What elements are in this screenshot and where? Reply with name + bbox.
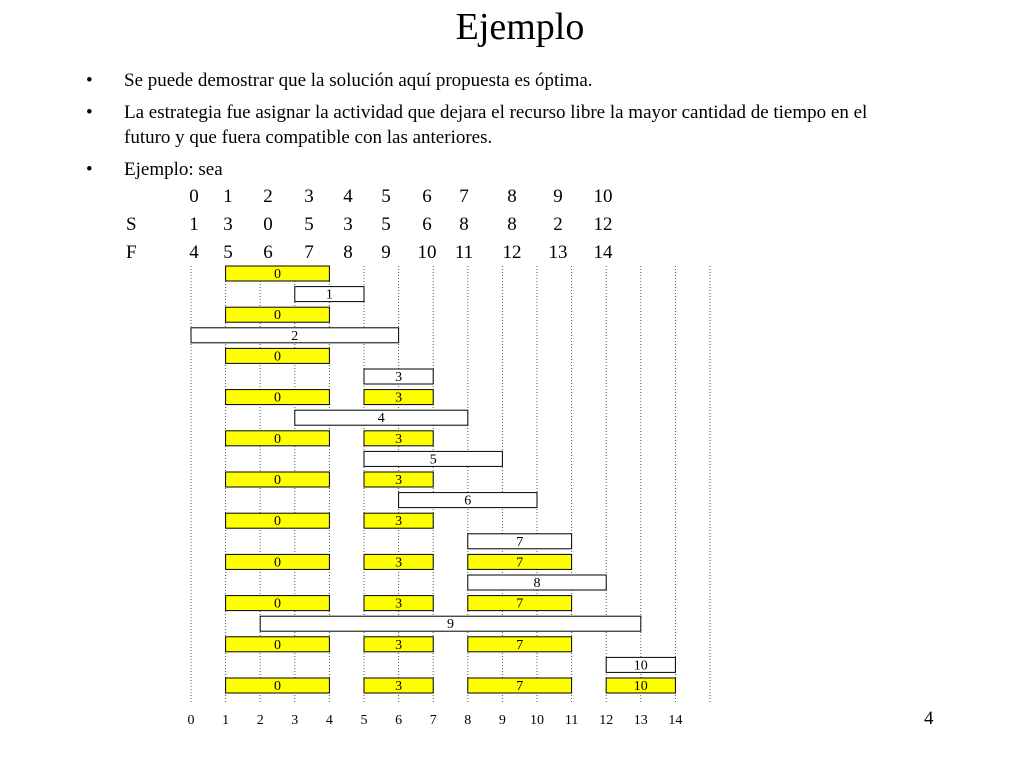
activity-label: 3 (395, 555, 403, 571)
axis-tick-label: 12 (599, 713, 614, 728)
slide-title: Ejemplo (455, 6, 585, 48)
bullet-text: La estrategia fue asignar la actividad que dejara el recurso libre la mayor cantidad de tiempo en el futuro y que fuera compatible con las anteriores. (124, 102, 868, 148)
activity-label: 6 (464, 493, 472, 509)
activity-label: 0 (274, 308, 281, 324)
table-row-label: F (126, 242, 137, 263)
activity-label: 0 (274, 349, 281, 365)
bullet-dot: • (86, 159, 93, 180)
activity-label: 0 (274, 555, 281, 571)
table-cell: 6 (263, 242, 273, 263)
axis-tick-label: 3 (291, 713, 299, 728)
axis-tick-label: 14 (668, 713, 683, 728)
table-cell: 2 (553, 214, 563, 235)
axis-tick-label: 1 (222, 713, 230, 728)
activity-label: 7 (516, 596, 524, 612)
axis-tick-label: 13 (633, 713, 648, 728)
bullet-dot: • (86, 70, 93, 91)
axis-tick-label: 9 (498, 713, 506, 728)
activity-label: 3 (395, 390, 403, 406)
axis-tick-label: 6 (395, 713, 403, 728)
activity-label: 0 (274, 596, 281, 612)
table-cell: 0 (189, 186, 199, 207)
activity-label: 10 (633, 658, 648, 674)
table-cell: 3 (304, 186, 314, 207)
table-cell: 6 (422, 214, 432, 235)
table-cell: 8 (507, 186, 517, 207)
table-cell: 6 (422, 186, 432, 207)
bullet-text: Se puede demostrar que la solución aquí propuesta es óptima. (124, 70, 593, 91)
activity-label: 3 (395, 637, 403, 653)
table-cell: 5 (381, 186, 391, 207)
table-cell: 1 (223, 186, 233, 207)
activity-label: 7 (516, 679, 524, 694)
activity-label: 0 (274, 514, 281, 530)
page-number: 4 (924, 708, 934, 729)
activity-label: 10 (633, 679, 648, 694)
table-cell: 7 (459, 186, 469, 207)
table-cell: 14 (593, 242, 613, 263)
table-cell: 4 (189, 242, 199, 263)
activity-label: 7 (516, 637, 524, 653)
table-cell: 1 (189, 214, 199, 235)
activity-label: 0 (274, 679, 281, 694)
axis-tick-label: 10 (530, 713, 544, 728)
activity-label: 2 (291, 328, 299, 344)
activity-label: 0 (274, 473, 281, 488)
table-cell: 8 (507, 214, 517, 235)
activity-label: 3 (395, 431, 403, 447)
activity-label: 3 (395, 514, 403, 530)
activity-label: 3 (395, 596, 403, 612)
table-cell: 8 (343, 242, 353, 263)
table-row-label: S (126, 214, 137, 235)
axis-tick-label: 2 (256, 713, 264, 728)
table-cell: 3 (343, 214, 353, 235)
table-cell: 9 (553, 186, 563, 207)
activity-label: 0 (274, 390, 281, 406)
axis-tick-label: 5 (360, 713, 368, 728)
activity-label: 0 (274, 637, 281, 653)
table-cell: 2 (263, 186, 273, 207)
activity-label: 0 (274, 431, 281, 447)
table-cell: 13 (548, 242, 568, 263)
activity-label: 1 (325, 287, 333, 303)
activity-label: 7 (516, 534, 524, 550)
table-cell: 4 (343, 186, 353, 207)
table-cell: 7 (304, 242, 314, 263)
table-cell: 0 (263, 214, 273, 235)
axis-tick-label: 11 (564, 713, 579, 728)
bullet-dot: • (86, 102, 93, 123)
table-cell: 12 (593, 214, 613, 235)
table-cell: 9 (381, 242, 391, 263)
table-cell: 10 (593, 186, 613, 207)
activity-label: 3 (395, 679, 403, 694)
table-cell: 5 (304, 214, 314, 235)
axis-tick-label: 0 (187, 713, 195, 728)
table-cell: 11 (454, 242, 474, 263)
table-cell: 5 (381, 214, 391, 235)
activity-label: 9 (447, 617, 454, 633)
activity-label: 7 (516, 555, 524, 571)
table-cell: 10 (417, 242, 437, 263)
activity-label: 0 (274, 267, 281, 282)
activity-label: 4 (377, 411, 385, 427)
axis-tick-label: 4 (325, 713, 333, 728)
activity-label: 3 (395, 473, 403, 488)
table-cell: 8 (459, 214, 469, 235)
activity-label: 3 (395, 370, 403, 385)
bullet-text: Ejemplo: sea (124, 159, 223, 180)
activity-label: 5 (429, 452, 437, 468)
table-cell: 5 (223, 242, 233, 263)
axis-tick-label: 8 (464, 713, 472, 728)
table-cell: 3 (223, 214, 233, 235)
axis-tick-label: 7 (429, 713, 437, 728)
table-cell: 12 (502, 242, 522, 263)
activity-label: 8 (533, 576, 541, 591)
